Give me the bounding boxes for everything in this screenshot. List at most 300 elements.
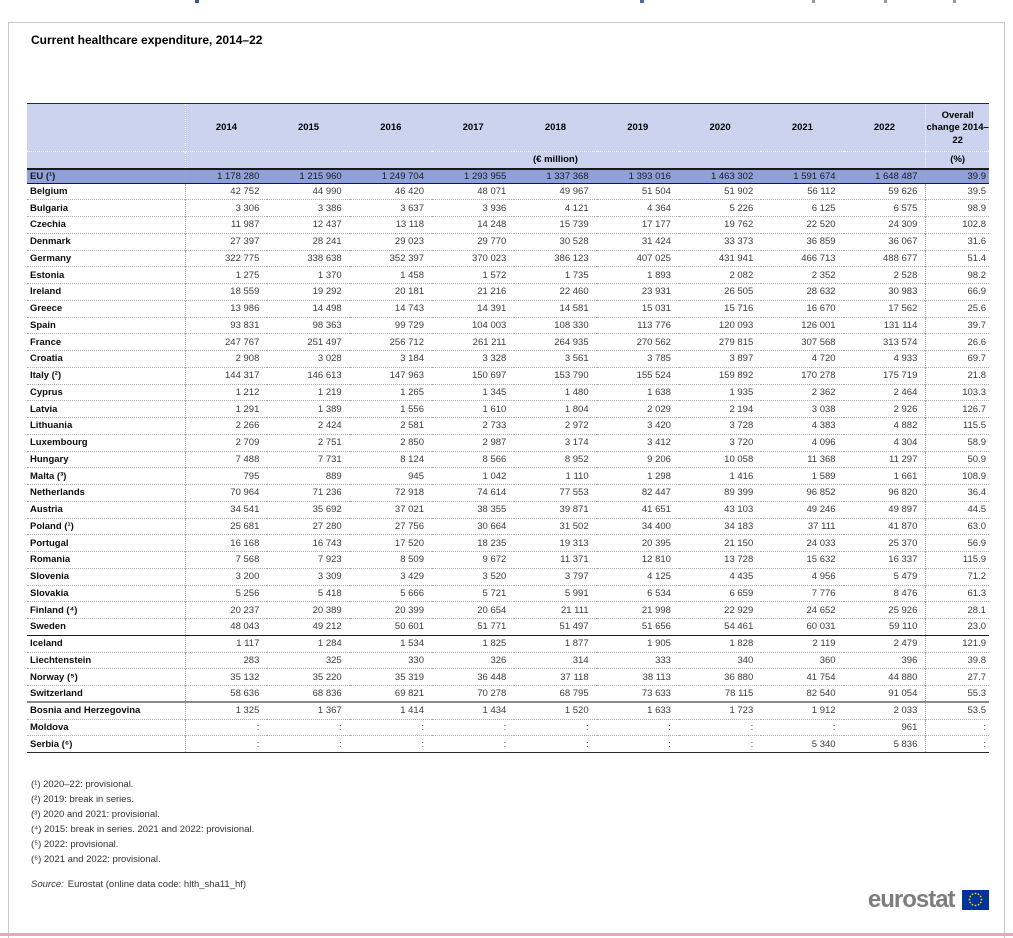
change-cell: 26.6 (926, 334, 989, 351)
value-cell: 4 304 (893, 437, 918, 449)
table-body (27, 169, 989, 753)
table-row (27, 284, 989, 301)
value-cell: 4 121 (564, 202, 589, 214)
country-cell: Greece (27, 300, 185, 317)
value-cell: 307 568 (801, 336, 836, 348)
value-cell: 17 177 (641, 219, 671, 231)
value-cell: 3 561 (564, 353, 589, 365)
value-cell: 1 661 (893, 470, 918, 482)
value-cell: 49 212 (312, 621, 342, 633)
value-cell: 2 926 (893, 403, 918, 415)
value-cell: 150 697 (471, 370, 507, 382)
country-cell: Romania (27, 552, 185, 569)
unit-header-row (27, 152, 989, 169)
value-cell: 41 651 (641, 504, 671, 516)
table-row (27, 401, 989, 418)
change-cell: 39.8 (926, 652, 989, 669)
value-cell: 8 566 (482, 453, 507, 465)
value-cell: 21 998 (641, 604, 671, 616)
value-cell: 488 677 (883, 252, 918, 264)
value-cell: 13 118 (395, 219, 424, 231)
change-cell: 108.9 (926, 468, 989, 485)
table-row (27, 736, 989, 753)
value-cell: 126 001 (801, 319, 836, 331)
value-cell: 1 458 (400, 269, 424, 281)
value-cell: 386 123 (554, 252, 589, 264)
value-cell: 70 278 (477, 688, 507, 700)
table-row (27, 686, 989, 703)
country-cell: France (27, 334, 185, 351)
table-row (27, 568, 989, 585)
change-cell: : (926, 736, 989, 753)
change-cell: 121.9 (926, 635, 989, 652)
value-cell: 38 113 (642, 671, 671, 683)
value-cell: 6 125 (811, 202, 836, 214)
value-cell: 5 256 (235, 587, 260, 599)
country-cell: Finland (⁴) (27, 602, 185, 619)
value-cell: 1 877 (564, 638, 589, 650)
value-cell: 1 633 (647, 705, 671, 717)
value-cell: 1 367 (317, 705, 342, 717)
value-cell: 147 963 (389, 370, 424, 382)
value-cell: : (256, 721, 260, 733)
value-cell: : (668, 721, 671, 733)
value-cell: 46 420 (394, 185, 424, 197)
value-cell: 48 071 (477, 185, 507, 197)
country-cell: Denmark (27, 233, 185, 250)
artifact-mark (195, 0, 199, 3)
value-cell: 2 464 (893, 386, 918, 398)
footnote: (²) 2019: break in series. (31, 794, 134, 805)
change-cell: 63.0 (926, 518, 989, 535)
page-frame (8, 22, 1005, 938)
value-cell: 11 297 (889, 453, 918, 465)
value-cell: 1 284 (317, 638, 342, 650)
value-cell: : (585, 721, 589, 733)
eurostat-wordmark: eurostat (867, 886, 955, 913)
value-cell: 1 337 368 (546, 170, 589, 182)
change-column-header: Overall change 2014–22 (926, 104, 989, 152)
table-row (27, 585, 989, 602)
value-cell: 3 386 (317, 202, 342, 214)
value-cell: 3 797 (564, 571, 589, 583)
value-cell: 175 719 (883, 370, 918, 382)
value-cell: 2 082 (729, 269, 754, 281)
country-cell: Latvia (27, 401, 185, 418)
country-cell: Liechtenstein (27, 652, 185, 669)
value-cell: : (503, 738, 507, 750)
value-cell: 3 200 (235, 571, 260, 583)
table-row (27, 317, 989, 334)
value-cell: 96 852 (806, 487, 836, 499)
country-cell: Malta (³) (27, 468, 185, 485)
value-cell: : (256, 738, 260, 750)
value-cell: 3 637 (400, 202, 424, 214)
change-cell: 53.5 (926, 702, 989, 719)
value-cell: 70 964 (230, 487, 260, 499)
value-cell: 466 713 (801, 252, 836, 264)
value-cell: 340 (737, 654, 754, 666)
value-cell: 1 589 (811, 470, 836, 482)
country-cell: Poland (¹) (27, 518, 185, 535)
value-cell: 37 021 (394, 504, 424, 516)
value-cell: 9 672 (482, 554, 507, 566)
table-row (27, 351, 989, 368)
country-cell: Switzerland (27, 686, 185, 703)
value-cell: 30 528 (559, 236, 589, 248)
country-cell: Croatia (27, 351, 185, 368)
value-cell: 6 575 (893, 202, 918, 214)
value-cell: 5 721 (482, 587, 507, 599)
value-cell: 77 553 (559, 487, 589, 499)
value-cell: 35 132 (230, 671, 260, 683)
value-cell: 1 434 (482, 705, 507, 717)
value-cell: 9 206 (647, 453, 671, 465)
value-cell: 8 124 (400, 453, 424, 465)
change-cell: 21.8 (926, 367, 989, 384)
value-cell: 34 541 (230, 504, 260, 516)
table-row (27, 652, 989, 669)
value-cell: 82 447 (641, 487, 671, 499)
value-cell: 28 632 (806, 286, 836, 298)
value-cell: 93 831 (230, 319, 260, 331)
value-cell: : (503, 721, 507, 733)
value-cell: 37 118 (560, 671, 589, 683)
value-cell: 3 429 (400, 571, 424, 583)
change-cell: 103.3 (926, 384, 989, 401)
artifact-mark (884, 0, 887, 3)
year-header: 2018 (514, 104, 596, 152)
table-row (27, 719, 989, 736)
value-cell: 35 220 (312, 671, 342, 683)
value-cell: 104 003 (471, 319, 507, 331)
value-cell: 1 610 (482, 403, 507, 415)
value-cell: 264 935 (554, 336, 589, 348)
country-cell: Sweden (27, 619, 185, 636)
value-cell: : (668, 738, 671, 750)
value-cell: : (750, 738, 754, 750)
value-cell: 56 112 (807, 185, 836, 197)
country-cell: Austria (27, 501, 185, 518)
value-cell: 5 666 (400, 587, 424, 599)
country-cell: Cyprus (27, 384, 185, 401)
country-cell: Estonia (27, 267, 185, 284)
value-cell: 14 743 (394, 303, 424, 315)
value-cell: 1 935 (729, 386, 754, 398)
value-cell: 15 632 (806, 554, 836, 566)
value-cell: 31 502 (559, 520, 589, 532)
value-cell: 1 219 (317, 386, 342, 398)
value-cell: 120 093 (718, 319, 754, 331)
value-cell: 37 111 (807, 520, 836, 532)
value-cell: 22 460 (559, 286, 589, 298)
value-cell: : (832, 721, 836, 733)
value-cell: 2 733 (482, 420, 507, 432)
value-cell: 2 352 (811, 269, 836, 281)
footnotes (31, 777, 254, 867)
value-cell: 25 681 (230, 520, 260, 532)
value-cell: 26 505 (724, 286, 754, 298)
value-cell: 3 306 (235, 202, 260, 214)
value-cell: 2 850 (400, 437, 424, 449)
value-cell: 29 023 (394, 236, 424, 248)
value-cell: 19 313 (559, 537, 589, 549)
value-cell: : (750, 721, 754, 733)
table-row (27, 169, 989, 184)
value-cell: 6 534 (647, 587, 671, 599)
value-cell: 7 776 (811, 587, 836, 599)
value-cell: 18 559 (230, 286, 260, 298)
value-cell: 51 504 (641, 185, 671, 197)
value-cell: 1 215 960 (299, 170, 342, 182)
value-cell: 4 720 (811, 353, 836, 365)
value-cell: 1 178 280 (217, 170, 260, 182)
table-row (27, 619, 989, 636)
change-cell: 126.7 (926, 401, 989, 418)
value-cell: 5 226 (729, 202, 754, 214)
value-cell: 2 581 (400, 420, 424, 432)
value-cell: 1 293 955 (464, 170, 507, 182)
value-cell: 144 317 (225, 370, 260, 382)
value-cell: 30 664 (477, 520, 507, 532)
country-cell: Ireland (27, 284, 185, 301)
value-cell: 58 636 (230, 688, 260, 700)
table-row (27, 418, 989, 435)
year-header: 2016 (350, 104, 432, 152)
value-cell: 29 770 (477, 236, 507, 248)
change-cell: 31.6 (926, 233, 989, 250)
value-cell: 5 836 (893, 738, 918, 750)
value-cell: 51 656 (641, 621, 671, 633)
value-cell: 1 638 (647, 386, 671, 398)
change-cell: 98.2 (926, 267, 989, 284)
value-cell: 21 216 (477, 286, 507, 298)
value-cell: 16 168 (230, 537, 260, 549)
value-cell: 5 340 (811, 738, 836, 750)
change-cell: 71.2 (926, 568, 989, 585)
value-cell: 68 795 (559, 688, 589, 700)
value-cell: 19 762 (724, 219, 754, 231)
footnote: (³) 2020 and 2021: provisional. (31, 809, 160, 820)
value-cell: 2 194 (729, 403, 754, 415)
table-row (27, 384, 989, 401)
value-cell: 2 033 (893, 705, 918, 717)
value-cell: 3 520 (482, 571, 507, 583)
value-cell: 1 463 302 (710, 170, 754, 182)
value-cell: 51 771 (477, 621, 507, 633)
value-cell: 3 720 (729, 437, 754, 449)
value-cell: 1 480 (564, 386, 589, 398)
year-header-row (27, 104, 989, 152)
value-cell: 314 (572, 654, 589, 666)
value-cell: 49 967 (559, 185, 589, 197)
value-cell: 1 416 (729, 470, 754, 482)
table-row (27, 267, 989, 284)
value-cell: 1 042 (482, 470, 507, 482)
value-cell: 7 488 (235, 453, 260, 465)
value-cell: 5 418 (317, 587, 342, 599)
value-cell: 11 371 (560, 554, 589, 566)
table-row (27, 635, 989, 652)
country-cell: Czechia (27, 217, 185, 234)
value-cell: 1 723 (729, 705, 754, 717)
value-cell: 1 905 (647, 638, 671, 650)
value-cell: 3 785 (647, 353, 671, 365)
value-cell: 5 991 (564, 587, 589, 599)
value-cell: 2 119 (812, 638, 836, 650)
value-cell: 8 509 (400, 554, 424, 566)
value-cell: 4 882 (893, 420, 918, 432)
value-cell: 270 562 (636, 336, 671, 348)
value-cell: 1 291 (235, 403, 260, 415)
value-cell: 30 983 (888, 286, 918, 298)
value-cell: 33 373 (724, 236, 754, 248)
footnote: (⁶) 2021 and 2022: provisional. (31, 854, 161, 865)
value-cell: 42 752 (230, 185, 260, 197)
value-cell: 17 520 (394, 537, 424, 549)
value-cell: 51 497 (559, 621, 589, 633)
value-cell: 3 936 (482, 202, 507, 214)
value-cell: 326 (490, 654, 507, 666)
table-row (27, 233, 989, 250)
value-cell: 370 023 (471, 252, 507, 264)
value-cell: 12 810 (641, 554, 671, 566)
value-cell: 18 235 (477, 537, 507, 549)
value-cell: 7 923 (317, 554, 342, 566)
change-cell: : (926, 719, 989, 736)
country-cell: Luxembourg (27, 434, 185, 451)
value-cell: 50 601 (394, 621, 424, 633)
value-cell: 3 028 (317, 353, 342, 365)
value-cell: 279 815 (718, 336, 754, 348)
value-cell: 36 448 (477, 671, 507, 683)
percent-label: (%) (926, 152, 989, 169)
value-cell: 1 735 (564, 269, 589, 281)
value-cell: 153 790 (554, 370, 589, 382)
value-cell: 34 400 (641, 520, 671, 532)
value-cell: 1 572 (482, 269, 507, 281)
value-cell: 51 902 (724, 185, 754, 197)
value-cell: 108 330 (554, 319, 589, 331)
footnote: (⁵) 2022: provisional. (31, 839, 119, 850)
change-cell: 39.7 (926, 317, 989, 334)
value-cell: 1 110 (565, 470, 589, 482)
table-row (27, 602, 989, 619)
value-cell: 35 692 (312, 504, 342, 516)
table-row (27, 434, 989, 451)
value-cell: 20 654 (477, 604, 507, 616)
value-cell: 338 638 (307, 252, 342, 264)
value-cell: 27 280 (312, 520, 342, 532)
change-cell: 39.9 (926, 169, 989, 184)
value-cell: 2 751 (317, 437, 342, 449)
value-cell: 99 729 (394, 319, 424, 331)
value-cell: 251 497 (307, 336, 342, 348)
country-cell: Slovenia (27, 568, 185, 585)
country-cell: Hungary (27, 451, 185, 468)
value-cell: 3 897 (729, 353, 754, 365)
value-cell: 889 (325, 470, 342, 482)
value-cell: 7 731 (317, 453, 342, 465)
country-cell: Iceland (27, 635, 185, 652)
value-cell: 15 739 (559, 219, 589, 231)
change-cell: 61.3 (926, 585, 989, 602)
table-row (27, 501, 989, 518)
unit-label: (€ million) (185, 152, 926, 169)
table-row (27, 250, 989, 267)
value-cell: 6 659 (729, 587, 754, 599)
table-row (27, 468, 989, 485)
change-cell: 102.8 (926, 217, 989, 234)
value-cell: 96 820 (888, 487, 918, 499)
table-row (27, 200, 989, 217)
value-cell: 1 275 (235, 269, 260, 281)
value-cell: 396 (901, 654, 918, 666)
value-cell: 1 414 (400, 705, 424, 717)
table-row (27, 217, 989, 234)
change-cell: 50.9 (926, 451, 989, 468)
value-cell: 41 754 (806, 671, 836, 683)
value-cell: 73 633 (641, 688, 671, 700)
value-cell: 2 266 (235, 420, 260, 432)
value-cell: 283 (243, 654, 260, 666)
value-cell: 1 912 (811, 705, 836, 717)
value-cell: 1 828 (729, 638, 754, 650)
value-cell: 261 211 (472, 336, 507, 348)
table-row (27, 702, 989, 719)
value-cell: 1 265 (400, 386, 424, 398)
change-cell: 27.7 (926, 669, 989, 686)
value-cell: 72 918 (394, 487, 424, 499)
year-header: 2021 (761, 104, 843, 152)
value-cell: 12 437 (312, 219, 342, 231)
value-cell: 360 (819, 654, 836, 666)
value-cell: 2 528 (893, 269, 918, 281)
value-cell: 69 821 (394, 688, 424, 700)
value-cell: 20 389 (312, 604, 342, 616)
value-cell: 1 591 674 (793, 170, 836, 182)
value-cell: 1 212 (235, 386, 260, 398)
value-cell: 59 626 (888, 185, 918, 197)
value-cell: 2 029 (647, 403, 671, 415)
change-cell: 51.4 (926, 250, 989, 267)
value-cell: 13 986 (230, 303, 260, 315)
value-cell: 3 184 (400, 353, 424, 365)
year-header: 2022 (844, 104, 926, 152)
value-cell: 7 568 (235, 554, 260, 566)
value-cell: 20 395 (641, 537, 671, 549)
value-cell: 3 038 (811, 403, 836, 415)
value-cell: 34 183 (724, 520, 754, 532)
value-cell: 352 397 (389, 252, 424, 264)
value-cell: 322 775 (225, 252, 260, 264)
value-cell: 1 804 (564, 403, 589, 415)
value-cell: 43 103 (724, 504, 754, 516)
table-row (27, 300, 989, 317)
table-row (27, 451, 989, 468)
value-cell: : (421, 738, 424, 750)
table-row (27, 535, 989, 552)
change-cell: 23.0 (926, 619, 989, 636)
value-cell: 98 363 (312, 319, 342, 331)
value-cell: 1 345 (482, 386, 507, 398)
value-cell: 21 150 (724, 537, 754, 549)
country-cell: Belgium (27, 183, 185, 200)
value-cell: 24 652 (806, 604, 836, 616)
value-cell: 1 325 (235, 705, 260, 717)
value-cell: 1 298 (647, 470, 671, 482)
change-cell: 69.7 (926, 351, 989, 368)
